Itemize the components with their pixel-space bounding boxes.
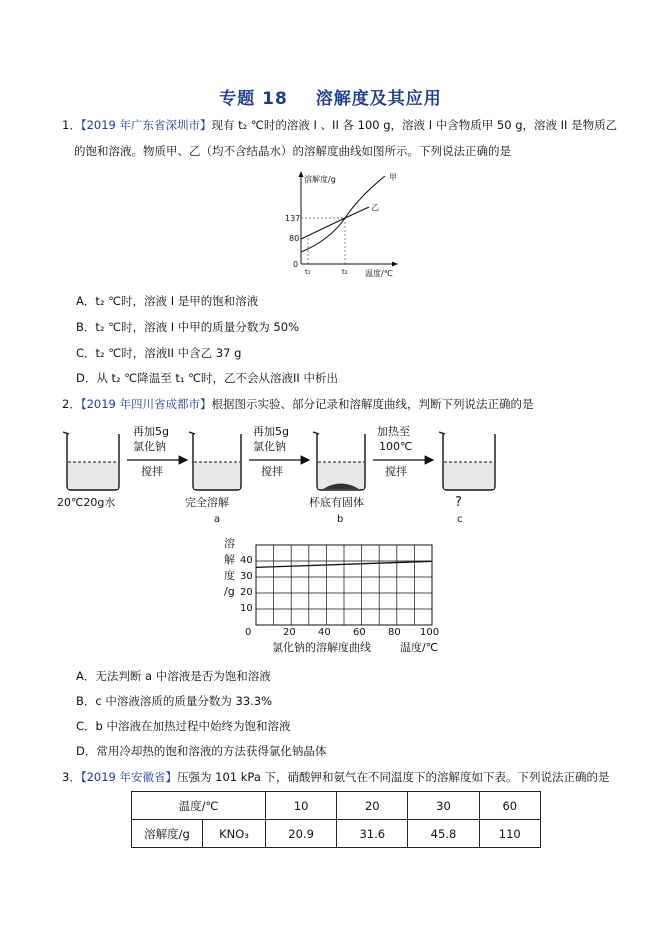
q1-solubility-chart: [285, 170, 410, 285]
beaker-a: [189, 432, 241, 490]
step1-text2: 氯化钠: [133, 440, 166, 453]
q1-x-label: 温度/℃: [365, 269, 393, 278]
q2-option-b: B．c 中溶液溶质的质量分数为 33.3%: [76, 694, 273, 708]
q2-source: 【2019 年四川省成都市】: [80, 397, 212, 411]
q1-y-tick-137: 137: [285, 214, 301, 223]
q3-substance: KNO₃: [203, 820, 266, 848]
q1-curve-jia-label: 甲: [389, 173, 397, 182]
q2-chart-grid: [256, 545, 432, 625]
q2-y-label-2: 解: [224, 553, 235, 566]
q1-option-b: B．t₂ ℃时，溶液 I 中甲的质量分数为 50%: [76, 320, 299, 334]
q3-stem: [62, 769, 642, 785]
q2-stem: [62, 396, 632, 412]
q1-y-tick-80: 80: [289, 234, 300, 243]
step3-text1: 加热至: [377, 425, 410, 438]
q2-y-tick-10: 10: [240, 603, 253, 614]
q3-stem-text: 压强为 101 kPa 下，硝酸钾和氨气在不同温度下的溶解度如下表。下列说法正确的是: [177, 770, 610, 784]
q2-y-tick-30: 30: [240, 571, 253, 582]
q2-chart-caption: 氯化钠的溶解度曲线: [272, 641, 371, 654]
step3-text3: 搅拌: [385, 465, 407, 478]
q3-row-label: 溶解度/g: [132, 820, 203, 848]
q3-value-20: 31.6: [337, 820, 408, 848]
q1-y-tick-0: 0: [293, 260, 299, 269]
q1-stem-text1: 现有 t₂ ℃时的溶液 I 、II 各 100 g，溶液 I 中含物质甲 50 g，溶液 II 是物质乙: [211, 118, 618, 132]
q1-x-arrow: [392, 262, 398, 267]
q1-option-a: A．t₂ ℃时，溶液 I 是甲的饱和溶液: [76, 294, 259, 308]
q1-source: 【2019 年广东省深圳市】: [80, 118, 212, 132]
q2-option-c: C．b 中溶液在加热过程中始终为饱和溶液: [76, 719, 291, 733]
q1-curve-yi-label: 乙: [371, 203, 379, 212]
q3-table-header-row: [132, 792, 541, 820]
q2-stem-text: 根据图示实验、部分记录和溶解度曲线，判断下列说法正确的是: [211, 397, 534, 411]
page-title: [0, 84, 661, 109]
q3-value-10: 20.9: [266, 820, 337, 848]
q1-option-d: D．从 t₂ ℃降温至 t₁ ℃时，乙不会从溶液II 中析出: [76, 371, 338, 385]
q2-x-tick-80: 80: [388, 627, 401, 638]
q1-x-tick-t2: t₂: [342, 268, 348, 276]
topic-number: 专题 18: [219, 89, 288, 109]
q3-value-60: 110: [479, 820, 540, 848]
q1-stem-line2: 的饱和溶液。物质甲、乙（均不含结晶水）的溶解度曲线如图所示。下列说法正确的是: [74, 144, 511, 158]
q2-x-label: 温度/℃: [400, 641, 439, 654]
q2-x-tick-100: 100: [420, 627, 440, 638]
q2-y-label-1: 溶: [224, 537, 235, 550]
step2-text3: 搅拌: [261, 465, 283, 478]
q2-number: 2．: [62, 397, 81, 411]
q2-option-d: D．常用冷却热的饱和溶液的方法获得氯化钠晶体: [76, 744, 327, 758]
step3-text2: 100℃: [379, 440, 413, 453]
q1-option-c: C．t₂ ℃时，溶液II 中含乙 37 g: [76, 346, 242, 360]
beaker-c-caption: ?: [455, 495, 462, 510]
q2-x-tick-60: 60: [353, 627, 366, 638]
beaker-c: [439, 432, 495, 490]
q3-source: 【2019 年安徽省】: [80, 770, 177, 784]
q2-experiment-diagram: [55, 420, 505, 528]
q2-y-tick-20: 20: [240, 587, 253, 598]
q1-curve-yi: [301, 207, 369, 239]
q3-header-label: 温度/℃: [132, 792, 266, 820]
q1-number: 1．: [62, 118, 81, 132]
beaker-b-label: b: [337, 514, 344, 525]
q2-y-tick-40: 40: [240, 555, 253, 566]
q3-temp-30: 30: [408, 792, 479, 820]
beaker-c-label: c: [457, 514, 463, 525]
q1-stem-line1: [62, 117, 622, 133]
q3-number: 3．: [62, 770, 81, 784]
beaker-b-caption: 杯底有固体: [309, 496, 364, 509]
q2-nacl-solubility-chart: [222, 535, 447, 660]
q2-origin: 0: [245, 627, 252, 638]
q3-solubility-table: [131, 791, 541, 848]
q2-x-tick-40: 40: [318, 627, 331, 638]
q3-temp-10: 10: [266, 792, 337, 820]
q2-x-tick-20: 20: [283, 627, 296, 638]
q2-option-a: A．无法判断 a 中溶液是否为饱和溶液: [76, 669, 271, 683]
beaker-a-caption: 完全溶解: [185, 496, 229, 509]
q3-temp-60: 60: [479, 792, 540, 820]
q1-y-arrow: [299, 171, 304, 177]
beaker0-caption: 20℃20g水: [57, 496, 116, 509]
step2-text1: 再加5g: [253, 425, 289, 438]
q1-curve-jia: [301, 176, 385, 252]
step1-text1: 再加5g: [133, 425, 169, 438]
q1-x-tick-t1: t₁: [305, 268, 311, 276]
q3-table-kno3-row: [132, 820, 541, 848]
beaker-b: [313, 432, 365, 490]
step2-text2: 氯化钠: [253, 440, 286, 453]
q3-value-30: 45.8: [408, 820, 479, 848]
beaker-initial: [63, 432, 119, 490]
step1-text3: 搅拌: [141, 465, 163, 478]
q2-y-label-4: /g: [224, 585, 235, 598]
beaker-a-label: a: [214, 514, 221, 525]
q1-y-label: 溶解度/g: [304, 175, 336, 184]
topic-name: 溶解度及其应用: [315, 89, 442, 109]
q2-y-label-3: 度: [224, 569, 235, 582]
q3-temp-20: 20: [337, 792, 408, 820]
